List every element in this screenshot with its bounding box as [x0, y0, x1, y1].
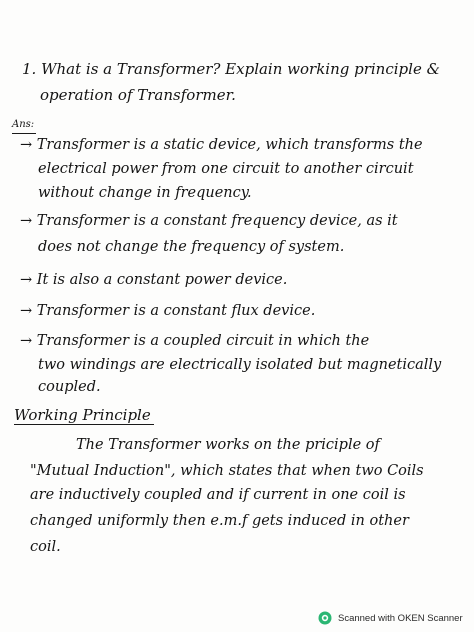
bullet-5-line-1: → Transformer is a coupled circuit in which the [20, 333, 370, 349]
bullet-2-line-1: → Transformer is a constant frequency device, as it [20, 213, 398, 229]
paragraph-line-2: "Mutual Induction", which states that when two Coils [30, 463, 424, 479]
bullet-4-line-1: → Transformer is a constant flux device. [20, 303, 316, 319]
question-line-2: operation of Transformer. [40, 86, 236, 104]
question-line-1: 1. What is a Transformer? Explain working principle & [22, 60, 440, 78]
oken-scanner-logo-icon [318, 611, 332, 625]
bullet-5-line-3: coupled. [38, 379, 101, 395]
section-heading: Working Principle [14, 406, 151, 424]
bullet-1-line-1: → Transformer is a static device, which transforms the [20, 137, 423, 153]
paragraph-line-1: The Transformer works on the priciple of [76, 437, 380, 453]
scanner-watermark [318, 611, 463, 625]
section-heading-underline [14, 424, 154, 425]
bullet-1-line-2: electrical power from one circuit to another circuit [38, 161, 414, 177]
scanner-watermark-text: Scanned with OKEN Scanner [338, 612, 463, 624]
answer-label: Ans: [12, 119, 35, 130]
bullet-5-line-2: two windings are electrically isolated but magnetically [38, 357, 442, 373]
bullet-2-line-2: does not change the frequency of system. [38, 239, 345, 255]
paragraph-line-4: changed uniformly then e.m.f gets induced in other [30, 513, 409, 529]
paragraph-line-5: coil. [30, 539, 61, 555]
bullet-1-line-3: without change in frequency. [38, 185, 252, 201]
paragraph-line-3: are inductively coupled and if current in one coil is [30, 487, 406, 503]
answer-label-underline [12, 133, 36, 134]
bullet-3-line-1: → It is also a constant power device. [20, 272, 288, 288]
